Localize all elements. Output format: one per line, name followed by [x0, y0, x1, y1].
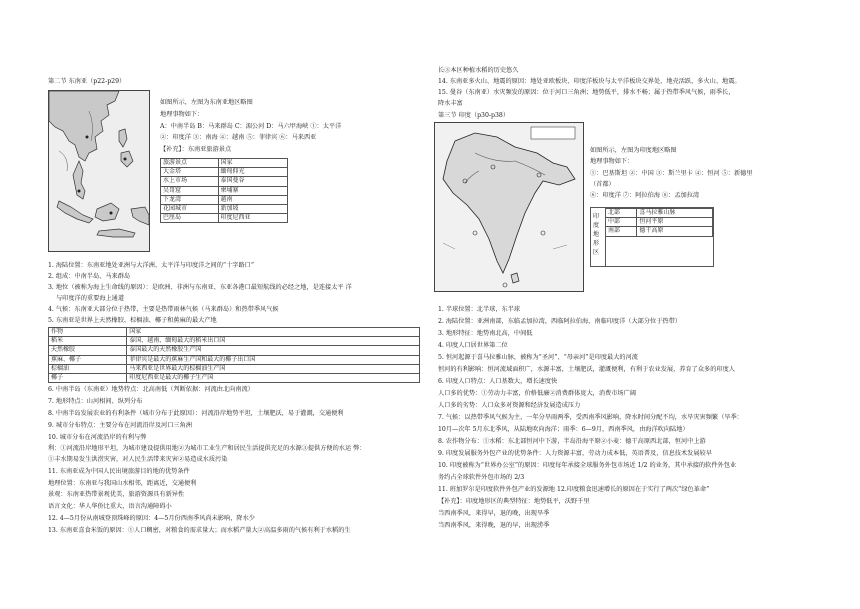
left-items-row1: A：中南半岛 B：马来群岛 C：湄公河 D：马六甲海峡 ①：太平洋 [160, 123, 342, 130]
right-r9: 9. 印度发展服务外包产业的优势条件：人力资源丰富，劳动力成本低，英语普及，信息技术发展较早 [438, 450, 712, 457]
table-cell: 蕉麻、椰子 [49, 355, 127, 364]
table-cell: 花园城市 [161, 204, 219, 213]
table-cell: 德干高原 [637, 227, 713, 236]
terrain-table-row [606, 209, 713, 218]
right-r5-influence: 恒河的有利影响：恒河流域面积广，水源丰富，土壤肥沃，灌溉便利，有利于农业发展，养育了众多的印度人 [438, 366, 735, 373]
india-map-drawing [435, 123, 583, 291]
table-cell: 缅甸仰光 [218, 168, 287, 177]
right-intro-line2: 地理事物如下： [590, 158, 634, 165]
crop-table-row [49, 355, 420, 364]
left-q8: 8. 中南半岛发展农业的有利条件（城市分布于此原因）：河流沿岸地势平坦，土壤肥沃，易于灌溉，交通便利 [48, 410, 344, 417]
right-intro-line1: 如图所示，左图为印度地区略图 [590, 147, 677, 154]
left-q4: 4. 气候：东南亚大部分位于热带，主要是热带雨林气候（马来群岛）和热带季风气候 [48, 306, 279, 313]
right-r11-r12: 11. 班加罗尔是印度软件外包产业的发源地 12.印度粮食迅速增长的原因在于实行了两次“绿色革命” [438, 486, 710, 493]
left-q2: 2. 组成：中南半岛、马来群岛 [48, 273, 131, 280]
right-r1: 1. 半球位置：北半球，东半球 [438, 306, 521, 313]
left-q11: 11. 东南亚成为中国人民出境旅游目的地的优势条件 [48, 468, 190, 475]
scenic-table-row [161, 195, 288, 204]
right-r6: 6. 印度人口特点：人口基数大，增长速度快 [438, 378, 558, 385]
left-q10-disadvantages: ①丰水期易发生洪涝灾害，对人民生活带来灾害②易造成水质污染 [48, 456, 228, 463]
left-q12: 12. 4—5月份从南城登顶珠峰的原因：4—5月份西南季风尚未影响，降水少 [48, 515, 255, 522]
table-cell: 吴哥窟 [161, 186, 219, 195]
table-cell: 中部 [606, 218, 637, 227]
left-q6: 6. 中南半岛（东南亚）地势特点：北高南低（判断依据：河流由北向南流） [48, 386, 254, 393]
table-cell: 越南 [218, 195, 287, 204]
right-r5: 5. 恒河起源于喜马拉雅山脉，被称为“圣河”、“母亲河”是印度最大的河流 [438, 354, 638, 361]
right-q15-continued: 降水丰富 [438, 100, 463, 107]
terrain-table-row [606, 218, 713, 227]
scenic-table-row [161, 159, 288, 168]
table-cell: 棕榈油 [49, 364, 127, 373]
table-cell: 马来西亚是世界最大的棕榈油生产国 [127, 364, 420, 373]
left-q13: 13. 东南亚喜食米饭的原因：①人口稠密，对粮食的需求量大；而水稻产量大②高温多雨的气候有利于水稻的生 [48, 527, 351, 534]
left-section-title: 第二节 东南亚（p22-p29） [48, 78, 126, 85]
table-cell: 水上市场 [161, 177, 219, 186]
right-r4: 4. 印度人口居世界第二位 [438, 342, 508, 349]
table-cell: 国家 [127, 328, 420, 337]
india-map [434, 122, 584, 292]
right-q14: 14. 东南亚多火山、地震的原因：地处亚欧板块、印度洋板块与太平洋板块交界处，地壳活跃，多火山、地震。 [438, 78, 741, 85]
right-r8: 8. 农作物分布：①水稻：东北部恒河中下游，半岛沿海平原②小麦：德干高原西北部，恒河中上游 [438, 438, 706, 445]
right-q15: 15. 曼谷（东南亚）水灾频发的原因：位于河口三角洲；地势低平，排水不畅；属于热带季风气候，雨季长， [438, 89, 735, 96]
right-r7: 7. 气候：以热带季风气候为主，一年分旱雨两季，受西南季风影响，降水时间分配不均，水旱灾害频繁（旱季： [438, 414, 743, 421]
table-cell: 作物 [49, 328, 127, 337]
right-items-row1: ①：巴基斯坦 ②：中国 ③：斯兰里卡 ④：恒河 ⑤：新德里 [590, 170, 753, 177]
crop-table-row [49, 337, 420, 346]
table-cell: 恒河平原 [637, 218, 713, 227]
left-q10: 10. 城市分布在河流沿岸的有利与弊 [48, 434, 147, 441]
table-cell: 天然橡胶 [49, 346, 127, 355]
scenic-spots-table [160, 158, 288, 223]
crop-production-table [48, 327, 420, 383]
scenic-table-row [161, 186, 288, 195]
left-q5: 5. 东南亚是世界上天然橡胶、棕榈油、椰子和蕉麻的最大产地 [48, 317, 217, 324]
table-cell: 稻米 [49, 337, 127, 346]
right-top-continuation: 长③本区种植水稻的历史悠久 [438, 67, 519, 74]
scenic-table-row [161, 168, 288, 177]
crop-table-row [49, 346, 420, 355]
right-r3: 3. 地形特征：地势南北高，中间低 [438, 330, 533, 337]
table-cell: 椰子 [49, 373, 127, 382]
right-r6-disadvantages: 人口多的劣势：人口众多对资源和经济发展造成压力 [438, 402, 581, 409]
right-r10: 10. 印度被称为“世界办公室”的原因：印度每年承接全球服务外包市场近 1/2 的业务，其中承接的软件外包业 [438, 462, 737, 469]
left-q3-continued: 与印度洋的重要海上通道 [56, 295, 125, 302]
right-items-row2: ⑥：印度洋 ⑦：阿拉伯海 ⑧：孟加拉湾 [590, 192, 700, 199]
terrain-table-row [606, 227, 713, 236]
terrain-label: 印度地形区 [593, 213, 600, 256]
left-q9: 9. 城市分布特点：主要分布在河流沿岸及河口三角洲 [48, 422, 192, 429]
left-q11-location: 地理位置：东南亚与我国山水相邻，距离近，交通便利 [48, 480, 197, 487]
table-cell: 南部 [606, 227, 637, 236]
right-items-row1-capital: （首都） [590, 181, 615, 188]
right-monsoon-late: 当西南季风，来得晚，退的早，出现涝季 [438, 522, 550, 529]
scenic-table-row [161, 204, 288, 213]
table-cell: 旅游景点 [161, 159, 219, 168]
right-monsoon-early: 当西南季风，来得早，退的晚，出现旱季 [438, 510, 550, 517]
table-cell: 印度尼西亚是最大的椰子生产国 [127, 373, 420, 382]
table-cell: 菲律宾是最大的蕉麻生产国和最大的椰子出口国 [127, 355, 420, 364]
left-q3: 3. 地位（被称为海上生命线的原因）：是欧洲、非洲与东南亚、东亚各港口最短航线的必经之地，是连接太平 洋 [48, 284, 352, 291]
table-cell: 印度尼西亚 [218, 214, 287, 223]
southeast-asia-map [48, 90, 150, 252]
india-terrain-box [590, 207, 714, 267]
table-cell: 北部 [606, 209, 637, 218]
table-cell: 泰国最大的天然橡胶生产国 [127, 346, 420, 355]
right-section-title: 第三节 印度（p30-p38） [438, 112, 510, 119]
left-q1: 1. 海陆位置：东南亚地处亚洲与大洋洲、太平洋与印度洋之间的“十字路口” [48, 262, 255, 269]
right-r10-continued: 务约占全球软件外包市场的 2/3 [438, 474, 525, 481]
scenic-table-row [161, 177, 288, 186]
table-cell: 喜马拉雅山脉 [637, 209, 713, 218]
left-q11-language: 语言文化：华人华侨比重大，语言沟通障碍小 [48, 503, 172, 510]
terrain-table [605, 208, 713, 237]
left-q7: 7. 地形特点：山河相间、纵列分布 [48, 398, 143, 405]
table-cell: 新加坡 [218, 204, 287, 213]
crop-table-row [49, 364, 420, 373]
left-supplement-label: 【补充】：东南亚旅游景点 [160, 146, 232, 153]
right-r6-advantages: 人口多的优势：①劳动力丰富，价格低廉②消费群体庞大，消费市场广阔 [438, 390, 636, 397]
left-items-row2: ②：印度洋 ③：南海 ④：越南 ⑤：菲律宾 ⑥：马来西亚 [160, 134, 317, 141]
right-supplement: 【补充】：印度地形区的典型特征：地势低平，沃野千里 [438, 498, 590, 505]
table-cell: 泰国曼谷 [218, 177, 287, 186]
table-cell: 国家 [218, 159, 287, 168]
left-q10-advantages: 利：①河流沿岸地形平坦，为城市建设提供用地②为城市工业生产和居民生活提供充足的水源③提供方便的水运 弊： [48, 445, 366, 452]
scenic-table-row [161, 214, 288, 223]
right-r2: 2. 海陆位置：亚洲南部，东临孟加拉湾，西临阿拉伯海，南临印度洋（大部分位于热带） [438, 318, 681, 325]
table-cell: 巴厘岛 [161, 214, 219, 223]
right-r7-continued: 10月—次年 5月东北季风，从陆地吹向海洋；雨季：6—9月，西南季风，由海洋吹向陆地） [438, 426, 689, 433]
crop-table-row [49, 328, 420, 337]
southeast-asia-map-drawing [49, 91, 149, 251]
table-cell: 柬埔寨 [218, 186, 287, 195]
left-intro-line1: 如图所示，左图为东南亚地区略图 [160, 99, 253, 106]
table-cell: 泰国、越南、缅甸最大的稻米出口国 [127, 337, 420, 346]
left-intro-line2: 地理事物如下： [160, 111, 204, 118]
crop-table-row [49, 373, 420, 382]
table-cell: 大金塔 [161, 168, 219, 177]
left-q11-scenery: 景观：东南亚热带景观优美，旅游资源具有新异性 [48, 491, 185, 498]
table-cell: 下龙湾 [161, 195, 219, 204]
